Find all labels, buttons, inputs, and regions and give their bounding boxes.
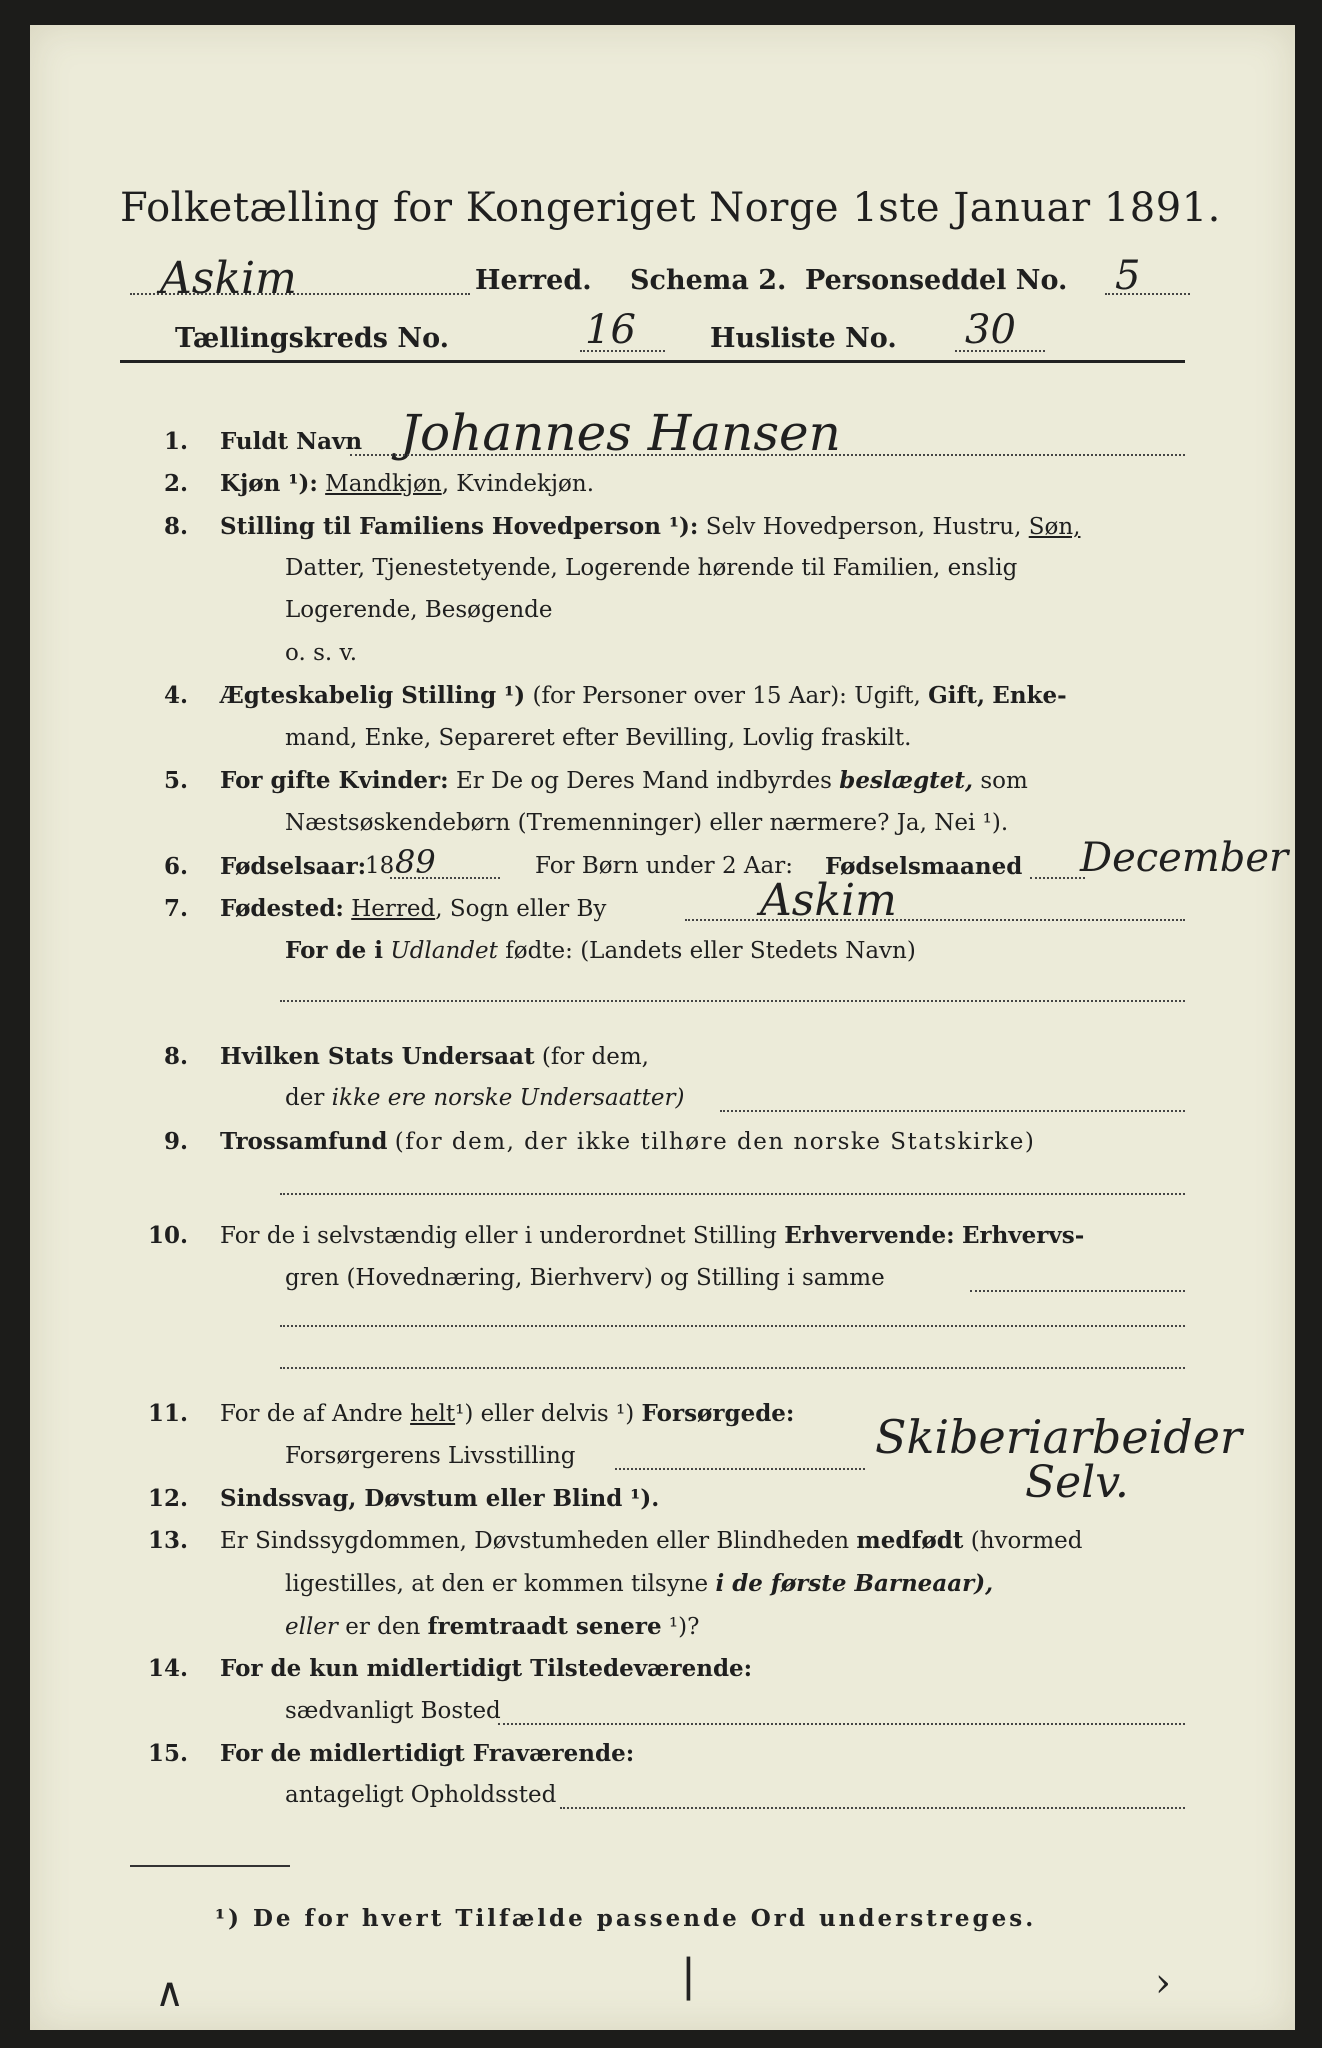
name-dots (350, 454, 1185, 456)
q11-line-2: Forsørgerens Livsstilling (285, 1443, 576, 1469)
question-number: 15. (147, 1740, 188, 1767)
question-text-a: Er De og Deres Mand indbyrdes (455, 768, 832, 794)
question-text (220, 513, 1080, 540)
q15-line-2: antageligt Opholdssted (285, 1782, 557, 1808)
question-text-a: For de af Andre (220, 1401, 403, 1427)
q4-options-line-2: mand, Enke, Separeret efter Bevilling, Lovlig fraskilt. (285, 725, 912, 751)
question-number: 8. (163, 513, 188, 540)
husliste-value: 30 (965, 307, 1016, 353)
question-number: 4. (163, 682, 188, 709)
header-rule (120, 360, 1185, 363)
option-herred-selected: Herred (351, 896, 436, 922)
question-1 (30, 404, 1295, 468)
q10-line-2: gren (Hovednæring, Bierhverv) og Stilling i samme (285, 1265, 885, 1291)
month-dots (1030, 877, 1085, 879)
question-text (220, 1222, 1084, 1249)
question-label: Ægteskabelig Stilling ¹) (220, 682, 526, 709)
provider-occupation-value: Skiberiarbeider (875, 1410, 1242, 1464)
kreds-label: Tællingskreds No. (175, 323, 450, 354)
question-number: 2. (163, 470, 188, 497)
q14-dots (498, 1723, 1185, 1725)
question-label: Sindssvag, Døvstum eller Blind ¹). (220, 1485, 660, 1512)
question-text-b: ¹) eller delvis ¹) (455, 1401, 635, 1427)
question-3 (30, 513, 1295, 553)
question-label: Fødested: (220, 895, 344, 922)
option-gift: Gift, (928, 682, 985, 709)
option-son-selected: Søn, (1028, 514, 1081, 540)
q3-options-line-2: Datter, Tjenestetyende, Logerende hørende til Familien, enslig (285, 555, 1018, 581)
q8-line-2 (285, 1085, 684, 1111)
question-8 (30, 1043, 1295, 1083)
q10-dots-1 (970, 1290, 1185, 1292)
kreds-value: 16 (585, 307, 636, 353)
option-helt-selected: helt (410, 1401, 456, 1427)
pen-mark-left-icon: ∧ (155, 1970, 185, 2016)
birthplace-value: Askim (760, 875, 897, 926)
question-10 (30, 1222, 1295, 1262)
question-label-3: Fødselsmaaned (825, 853, 1023, 880)
q13-line-3c: fremtraadt senere (427, 1613, 662, 1640)
question-text-a: (for dem, (541, 1044, 649, 1070)
pen-mark-right-icon: › (1155, 1960, 1171, 2006)
option-enke: Enke- (992, 682, 1067, 709)
question-label: For gifte Kvinder: (220, 767, 449, 794)
kreds-dots (580, 350, 665, 352)
q8-line-2a: der (285, 1085, 325, 1111)
birth-month-value: December (1080, 835, 1289, 881)
question-text-b: beslægtet, (839, 767, 974, 794)
husliste-dots (955, 350, 1045, 352)
question-label: Stilling til Familiens Hovedperson ¹): (220, 513, 699, 540)
question-text (220, 1527, 1083, 1554)
question-text (220, 1400, 794, 1427)
herred-label: Herred. (475, 265, 592, 296)
question-text (220, 682, 1067, 709)
question-label: Trossamfund (220, 1128, 388, 1155)
question-number: 14. (147, 1655, 188, 1682)
footnote-rule (130, 1865, 290, 1867)
question-label-2: For Børn under 2 Aar: (535, 853, 793, 879)
q11-dots (615, 1468, 865, 1470)
q13-line-3 (285, 1613, 699, 1640)
question-text-b: medfødt (856, 1527, 964, 1554)
q15-dots (560, 1807, 1185, 1809)
question-number: 13. (147, 1527, 188, 1554)
question-number: 8. (163, 1043, 188, 1070)
question-label: For de kun midlertidigt Tilstedeværende: (220, 1655, 753, 1682)
question-text-a: (for dem, der ikke tilhøre den norske Statskirke) (394, 1129, 1036, 1155)
question-number: 7. (163, 895, 188, 922)
full-name-value: Johannes Hansen (400, 404, 841, 462)
question-number: 10. (147, 1222, 188, 1249)
question-label: Kjøn ¹): (220, 470, 318, 497)
question-text-b: Erhvervende: (784, 1222, 955, 1249)
question-label: For de midlertidigt Fraværende: (220, 1740, 635, 1767)
q7-line-2 (285, 937, 916, 964)
question-number: 6. (163, 853, 188, 880)
question-6 (30, 835, 1295, 893)
q13-line-2a: ligestilles, at den er kommen tilsyne (285, 1571, 709, 1597)
herred-dots (130, 293, 470, 295)
question-text-a: Er Sindssygdommen, Døvstumheden eller Blindheden (220, 1528, 850, 1554)
form-title: Folketælling for Kongeriget Norge 1ste Januar 1891. (120, 185, 1221, 231)
schema-label: Schema 2. (630, 265, 787, 296)
question-text-c: (hvormed (970, 1528, 1083, 1554)
q13-line-2 (285, 1570, 993, 1597)
question-5 (30, 767, 1295, 807)
question-12 (30, 1457, 1295, 1525)
q3-options-line-3: Logerende, Besøgende (285, 597, 553, 623)
personseddel-dots (1105, 293, 1190, 295)
question-label: Fuldt Navn (220, 428, 363, 455)
question-text (220, 895, 606, 922)
q13-line-2b: i de første Barneaar), (715, 1570, 994, 1597)
q3-options-line-4: o. s. v. (285, 640, 358, 666)
question-label: Hvilken Stats Undersaat (220, 1043, 535, 1070)
option-mandkjon-selected: Mandkjøn (325, 471, 442, 497)
year-prefix: 18 (365, 853, 395, 879)
q13-line-3a: eller (285, 1614, 338, 1640)
q9-dots (280, 1193, 1185, 1195)
disability-value: Selv. (1025, 1457, 1129, 1508)
personseddel-label: Personseddel No. (805, 265, 1068, 296)
q10-dots-3 (280, 1367, 1185, 1369)
question-text (220, 767, 1028, 794)
q7-line-2a: For de i (285, 937, 383, 964)
question-number: 9. (163, 1128, 188, 1155)
question-text (220, 1043, 649, 1070)
census-form-page (30, 25, 1295, 2030)
question-text-c: Erhvervs- (961, 1222, 1085, 1249)
question-number: 12. (147, 1485, 188, 1512)
question-number: 5. (163, 767, 188, 794)
footnote: ¹) De for hvert Tilfælde passende Ord understreges. (215, 1905, 1037, 1932)
q13-line-3d: ¹)? (668, 1614, 700, 1640)
question-text-c: som (980, 768, 1028, 794)
q8-line-2b: ikke ere norske Undersaatter) (331, 1085, 685, 1111)
options-line-1: Selv Hovedperson, Hustru, (705, 514, 1022, 540)
birth-year-value: 89 (395, 843, 436, 881)
year-dots (390, 877, 500, 879)
husliste-label: Husliste No. (710, 323, 897, 354)
q14-line-2: sædvanligt Bosted (285, 1698, 501, 1724)
question-text-a: For de i selvstændig eller i underordnet Stilling (220, 1223, 777, 1249)
question-15 (30, 1740, 1295, 1780)
question-number: 1. (163, 428, 188, 455)
q7-line-2c: fødte: (Landets eller Stedets Navn) (505, 938, 916, 964)
question-14 (30, 1655, 1295, 1695)
q7-line-2b: Udlandet (390, 938, 498, 964)
question-9 (30, 1128, 1295, 1168)
herred-value: Askim (160, 253, 297, 304)
q13-line-3b: er den (345, 1614, 421, 1640)
question-2 (30, 470, 1295, 510)
question-text (220, 470, 594, 497)
options-line-1: (for Personer over 15 Aar): Ugift, (532, 683, 921, 709)
options-rest: , Sogn eller By (435, 896, 607, 922)
q7-foreign-dots (280, 1000, 1185, 1002)
q5-line-2: Næstsøskendebørn (Tremenninger) eller nærmere? Ja, Nei ¹). (285, 810, 1009, 836)
pen-mark-center-icon: ❘ (670, 1950, 707, 2001)
question-text-c: Forsørgede: (641, 1400, 795, 1427)
question-text (220, 1128, 1035, 1155)
question-13 (30, 1527, 1295, 1567)
personseddel-value: 5 (1115, 253, 1141, 299)
option-kvindekjon: , Kvindekjøn. (441, 471, 595, 497)
q8-dots (720, 1110, 1185, 1112)
question-7 (30, 875, 1295, 935)
question-number: 11. (147, 1400, 188, 1427)
question-4 (30, 682, 1295, 722)
q10-dots-2 (280, 1325, 1185, 1327)
question-label: Fødselsaar: (220, 853, 367, 880)
